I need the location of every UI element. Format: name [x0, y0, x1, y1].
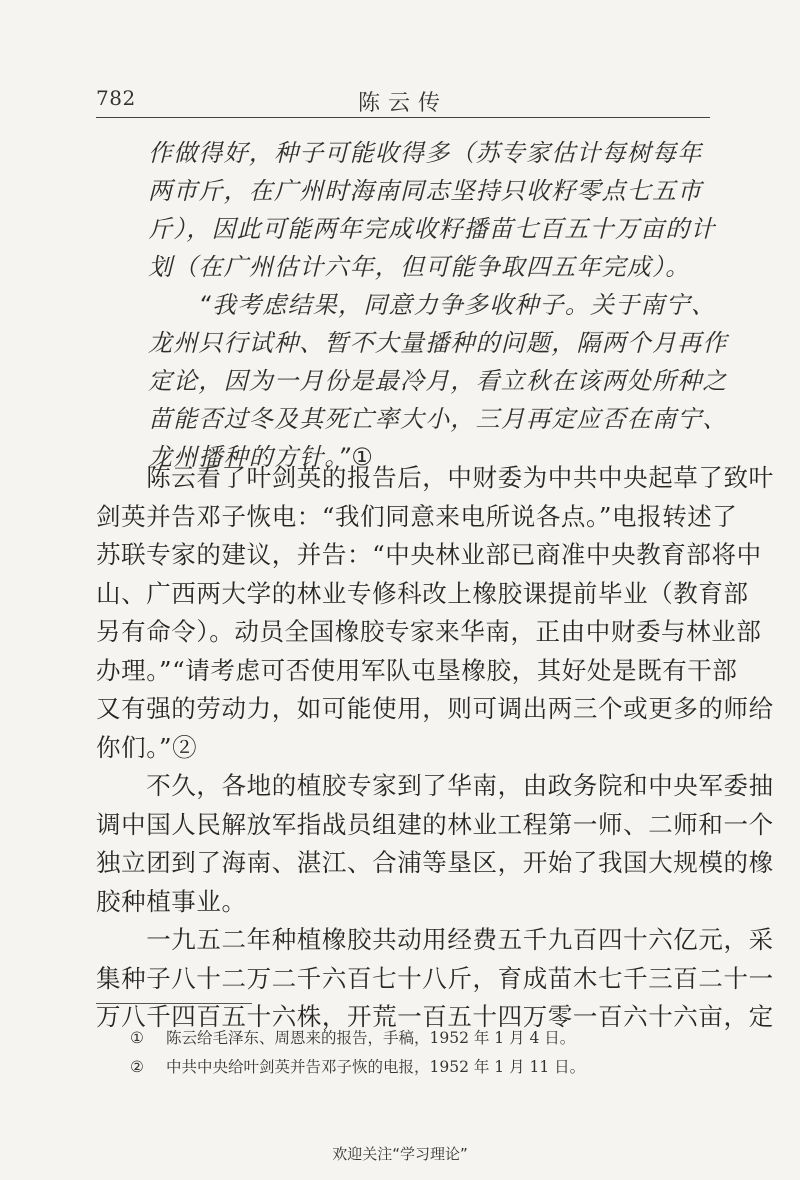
quote-line: 龙州只行试种、暂不大量播种的问题，隔两个月再作 — [148, 329, 728, 357]
footnote-text: 中共中央给叶剑英并告邓子恢的电报，1952 年 1 月 11 日。 — [166, 1058, 586, 1076]
quote-line: 划（在广州估计六年，但可能争取四五年完成）。 — [148, 253, 691, 281]
body-text — [96, 459, 774, 1037]
footer-note: 欢迎关注“学习理论” — [332, 1145, 468, 1163]
footnote — [130, 1053, 690, 1082]
body-line: 胶种植事业。 — [96, 886, 247, 916]
footnote-rule — [96, 1003, 252, 1004]
running-title: 陈云传 — [357, 91, 448, 116]
quote-line: 苗能否过冬及其死亡率大小，三月再定应否在南宁、 — [148, 405, 728, 433]
body-line: 剑英并告邓子恢电：“我们同意来电所说各点。”电报转述了 — [96, 501, 738, 531]
body-line: 调中国人民解放军指战员组建的林业工程第一师、二师和一个 — [96, 809, 774, 839]
body-line: 万八千四百五十六株，开荒一百五十四万零一百六十六亩，定 — [96, 1002, 774, 1031]
body-line: 你们。”② — [96, 732, 198, 762]
body-line: 一九五二年种植橡胶共动用经费五千九百四十六亿元，采 — [96, 925, 774, 954]
footnote-text: 陈云给毛泽东、周恩来的报告，手稿，1952 年 1 月 4 日。 — [166, 1029, 576, 1047]
body-line: 苏联专家的建议，并告：“中央林业部已商准中央教育部将中 — [96, 540, 762, 569]
quote-line: 斤），因此可能两年完成收籽播苗七百五十万亩的计 — [148, 215, 716, 243]
body-line: 办理。”“请考虑可否使用军队屯垦橡胶，其好处是既有干部 — [96, 655, 738, 685]
body-line: 陈云看了叶剑英的报告后，中财委为中共中央起草了致叶 — [96, 463, 774, 492]
quote-line: 龙州播种的方针。”① — [148, 443, 374, 471]
body-line: 独立团到了海南、湛江、合浦等垦区，开始了我国大规模的橡 — [96, 848, 774, 877]
quoted-report-block — [148, 134, 728, 476]
page-number: 782 — [96, 86, 136, 110]
quote-line: 定论，因为一月份是最冷月，看立秋在该两处所种之 — [148, 367, 728, 395]
quote-line: “我考虑结果，同意力争多收种子。关于南宁、 — [148, 291, 717, 319]
footnote-marker: ① — [130, 1029, 144, 1047]
footnotes — [130, 1024, 690, 1082]
body-line: 另有命令）。动员全国橡胶专家来华南，正由中财委与林业部 — [96, 617, 762, 646]
body-line: 又有强的劳动力，如可能使用，则可调出两三个或更多的师给 — [96, 694, 774, 723]
body-line: 集种子八十二万二千六百七十八斤，育成苗木七千三百二十一 — [96, 963, 774, 993]
body-line: 山、广西两大学的林业专修科改上橡胶课提前毕业（教育部 — [96, 578, 749, 608]
body-line: 不久，各地的植胶专家到了华南，由政务院和中央军委抽 — [96, 771, 774, 800]
footnote-marker: ② — [130, 1058, 144, 1076]
footnote — [130, 1024, 690, 1053]
page-header — [96, 86, 710, 114]
quote-line: 两市斤，在广州时海南同志坚持只收籽零点七五市 — [148, 177, 703, 205]
quote-line: 作做得好，种子可能收得多（苏专家估计每树每年 — [148, 139, 703, 167]
header-rule — [96, 117, 710, 118]
